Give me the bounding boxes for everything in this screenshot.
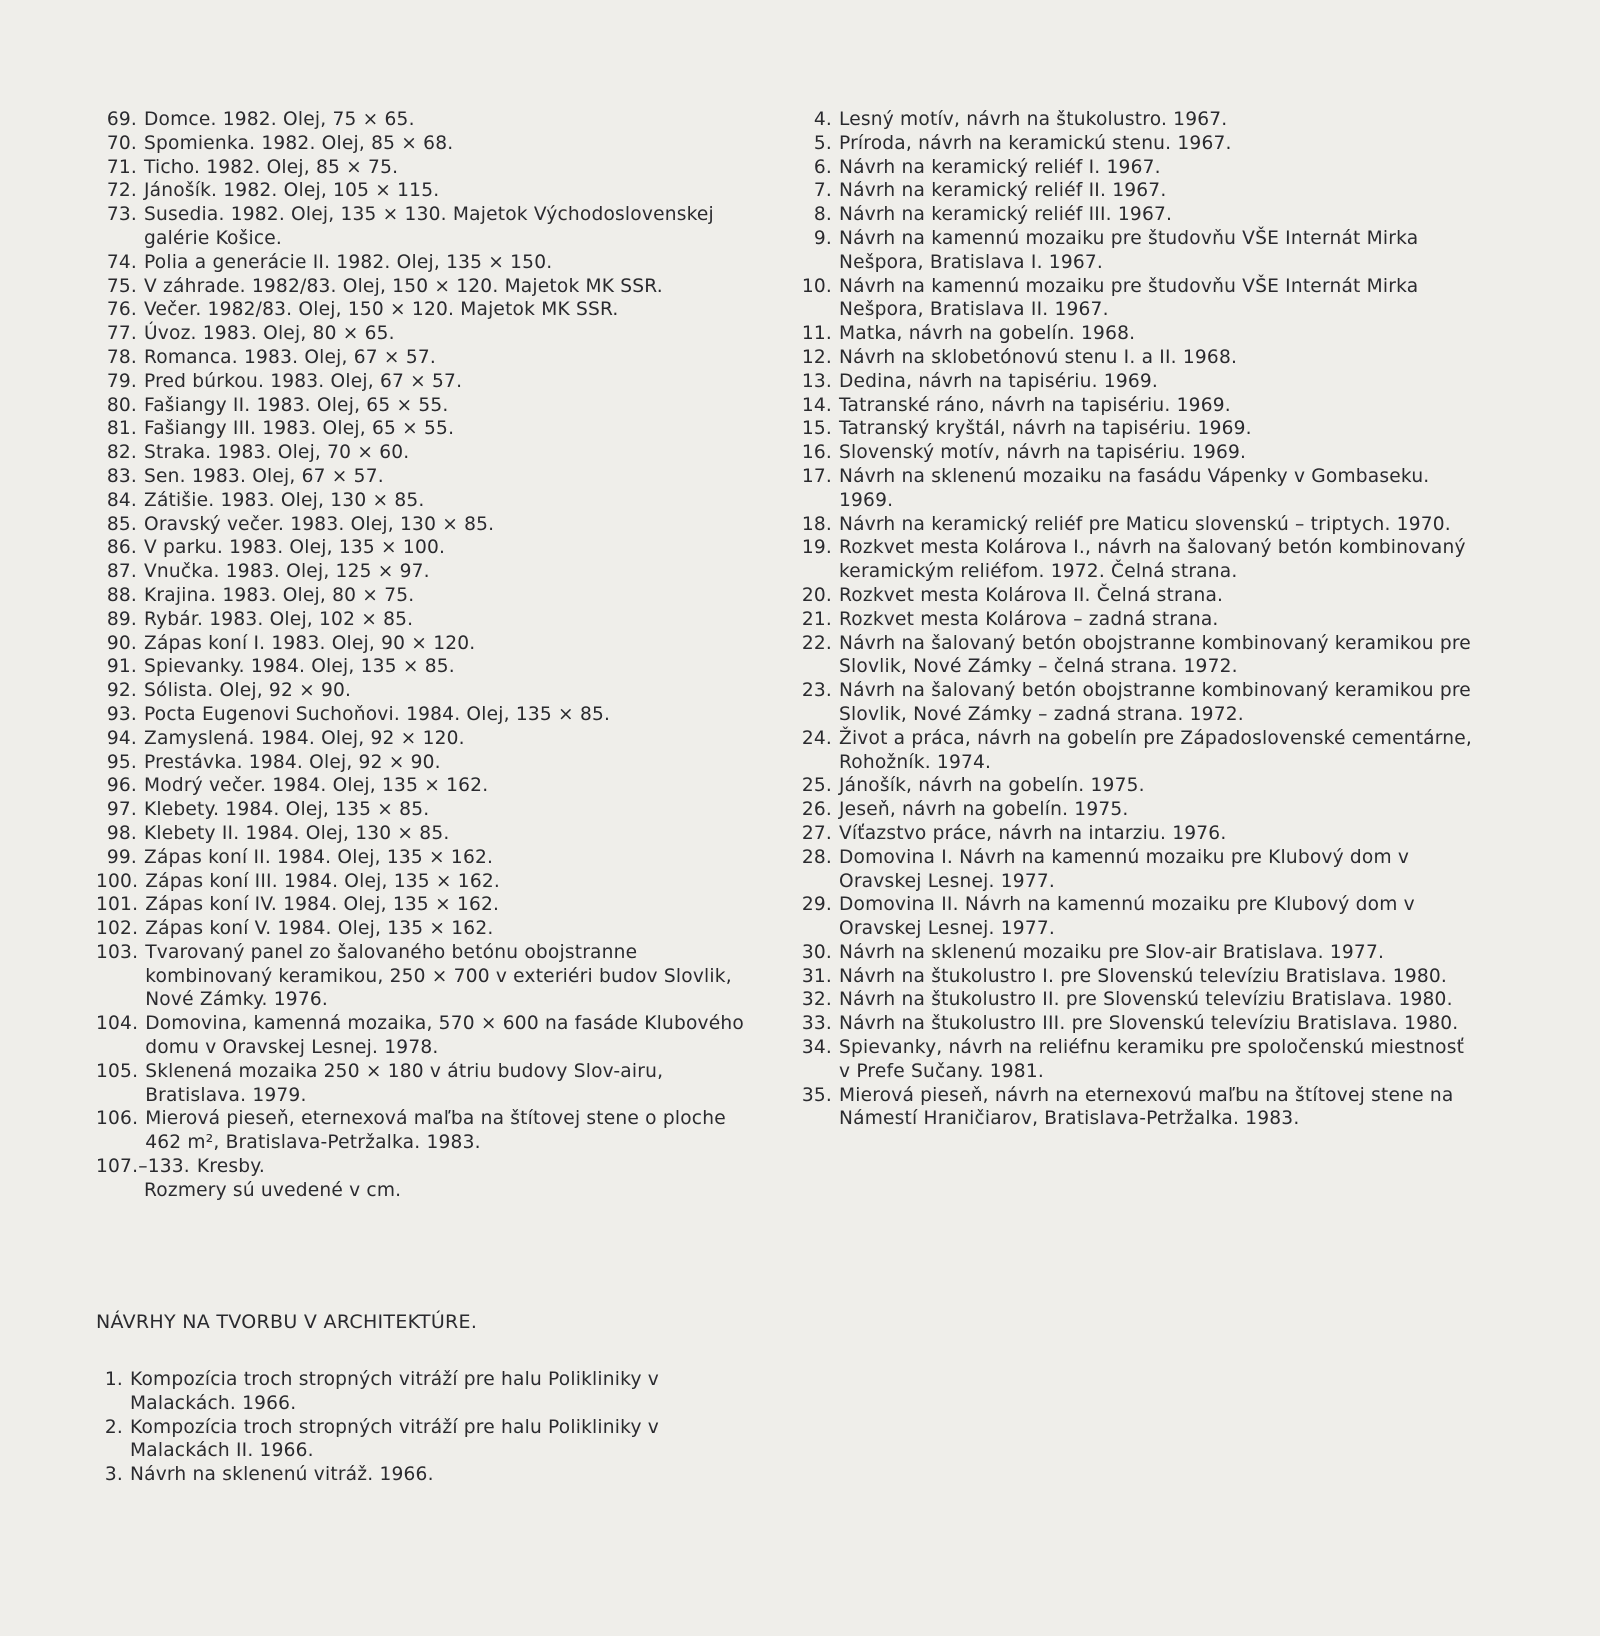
item-number: 1.	[104, 1369, 123, 1390]
list-item	[790, 1036, 1480, 1084]
item-text: Domce. 1982. Olej, 75 × 65.	[144, 109, 415, 130]
list-item	[96, 822, 766, 846]
item-text: Klebety. 1984. Olej, 135 × 85.	[144, 799, 430, 821]
list-item	[790, 893, 1480, 941]
item-number: 26.	[801, 799, 832, 821]
list-item	[790, 132, 1480, 156]
list-item	[790, 108, 1480, 132]
item-number: 32.	[801, 989, 832, 1011]
item-text: Susedia. 1982. Olej, 135 × 130. Majetok Východoslovenskej galérie Košice.	[144, 204, 714, 249]
list-item	[96, 846, 766, 870]
list-item	[790, 1084, 1480, 1132]
item-text: Lesný motív, návrh na štukolustro. 1967.	[839, 109, 1228, 130]
item-number: 73.	[106, 204, 137, 226]
item-number: 14.	[801, 394, 832, 416]
item-number: 84.	[106, 489, 137, 511]
item-text: Pred búrkou. 1983. Olej, 67 × 57.	[144, 370, 463, 392]
list-item	[96, 536, 766, 560]
item-text: Kresby.	[196, 1156, 265, 1178]
item-text: Tatranské ráno, návrh na tapisériu. 1969.	[839, 394, 1231, 416]
item-number: 16.	[801, 442, 832, 464]
list-item	[96, 251, 766, 275]
architecture-list-column	[96, 1368, 756, 1487]
item-text: Rybár. 1983. Olej, 102 × 85.	[144, 608, 414, 630]
works-list	[96, 108, 766, 1179]
item-text: Polia a generácie II. 1982. Olej, 135 × 150.	[144, 251, 553, 273]
list-item	[790, 774, 1480, 798]
item-text: Zápas koní II. 1984. Olej, 135 × 162.	[144, 846, 494, 868]
item-text: Zápas koní I. 1983. Olej, 90 × 120.	[144, 632, 476, 654]
list-item	[790, 156, 1480, 180]
item-text: Oravský večer. 1983. Olej, 130 × 85.	[144, 513, 495, 535]
list-item	[790, 679, 1480, 727]
item-number: 85.	[106, 513, 137, 535]
list-item	[96, 608, 766, 632]
item-number: 97.	[106, 799, 137, 821]
item-text: Návrh na keramický reliéf II. 1967.	[839, 180, 1167, 202]
item-text: Tatranský kryštál, návrh na tapisériu. 1969.	[839, 418, 1252, 440]
list-item	[96, 441, 766, 465]
list-item	[96, 1060, 766, 1108]
item-number: 104.	[96, 1013, 139, 1035]
item-text: Fašiangy II. 1983. Olej, 65 × 55.	[144, 394, 449, 416]
list-item	[96, 941, 766, 1012]
list-item	[790, 822, 1480, 846]
item-number: 99.	[106, 846, 137, 868]
item-text: Tvarovaný panel zo šalovaného betónu obojstranne kombinovaný keramikou, 250 × 700 v exteriéri budov Slovlik, Nové Zámky. 1976.	[145, 941, 732, 1011]
item-number: 86.	[106, 537, 137, 559]
item-number: 78.	[106, 346, 137, 368]
item-number: 27.	[801, 822, 832, 844]
item-number: 23.	[801, 680, 832, 702]
list-item	[96, 893, 766, 917]
item-number: 95.	[106, 751, 137, 773]
list-item	[96, 1155, 766, 1179]
list-item	[96, 417, 766, 441]
item-text: Spievanky, návrh na reliéfnu keramiku pre spoločenskú miestnosť v Prefe Sučany. 1981.	[839, 1037, 1465, 1082]
list-item	[790, 988, 1480, 1012]
item-text: Jeseň, návrh na gobelín. 1975.	[839, 799, 1129, 821]
item-number: 21.	[801, 608, 832, 630]
item-text: Domovina, kamenná mozaika, 570 × 600 na fasáde Klubového domu v Oravskej Lesnej. 1978.	[145, 1013, 744, 1059]
list-item	[790, 275, 1480, 323]
item-number: 6.	[813, 156, 832, 178]
list-item	[96, 1463, 756, 1487]
item-number: 8.	[813, 204, 832, 226]
item-number: 34.	[801, 1037, 832, 1059]
item-text: Mierová pieseň, eternexová maľba na štítovej stene o ploche 462 m², Bratislava-Petržalka. 1983.	[145, 1108, 726, 1154]
list-item	[790, 394, 1480, 418]
item-number: 12.	[801, 346, 832, 368]
section-title: NÁVRHY NA TVORBU V ARCHITEKTÚRE.	[96, 1311, 478, 1333]
right-column	[790, 108, 1480, 1131]
item-number: 2.	[104, 1416, 123, 1438]
item-text: Domovina I. Návrh na kamennú mozaiku pre Klubový dom v Oravskej Lesnej. 1977.	[839, 846, 1410, 892]
item-number: 102.	[96, 918, 139, 940]
item-number: 87.	[106, 561, 137, 583]
item-text: Kompozícia troch stropných vitráží pre halu Polikliniky v Malackách II. 1966.	[130, 1416, 659, 1462]
list-item	[96, 1107, 766, 1155]
item-number: 93.	[106, 703, 137, 725]
item-text: Klebety II. 1984. Olej, 130 × 85.	[144, 822, 450, 844]
item-number: 10.	[801, 275, 832, 297]
item-number: 69.	[106, 109, 137, 130]
item-text: Víťazstvo práce, návrh na intarziu. 1976.	[839, 822, 1227, 844]
list-item	[96, 275, 766, 299]
list-item	[96, 751, 766, 775]
list-item	[96, 156, 766, 180]
list-item	[790, 941, 1480, 965]
item-number: 71.	[106, 156, 137, 178]
item-text: Návrh na keramický reliéf I. 1967.	[839, 156, 1161, 178]
list-item	[96, 1012, 766, 1060]
item-number: 72.	[106, 180, 137, 202]
item-number: 17.	[801, 465, 832, 487]
item-text: Návrh na šalovaný betón obojstranne kombinovaný keramikou pre Slovlik, Nové Zámky – zadná strana. 1972.	[839, 680, 1471, 725]
list-item	[96, 346, 766, 370]
item-number: 80.	[106, 394, 137, 416]
item-text: Večer. 1982/83. Olej, 150 × 120. Majetok MK SSR.	[144, 299, 619, 321]
item-number: 92.	[106, 680, 137, 702]
item-text: Vnučka. 1983. Olej, 125 × 97.	[144, 561, 430, 583]
list-item	[96, 632, 766, 656]
item-number: 83.	[106, 465, 137, 487]
item-number: 33.	[801, 1013, 832, 1035]
item-text: Ticho. 1982. Olej, 85 × 75.	[144, 156, 399, 178]
item-text: Krajina. 1983. Olej, 80 × 75.	[144, 584, 415, 606]
item-number: 7.	[813, 180, 832, 202]
item-text: Návrh na kamennú mozaiku pre študovňu VŠE Internát Mirka Nešpora, Bratislava II. 1967.	[839, 275, 1419, 321]
item-text: Slovenský motív, návrh na tapisériu. 1969.	[839, 442, 1247, 464]
item-number: 75.	[106, 275, 137, 297]
list-item	[96, 584, 766, 608]
item-number: 77.	[106, 323, 137, 345]
item-text: Návrh na keramický reliéf III. 1967.	[839, 204, 1173, 226]
architecture-list	[96, 1368, 756, 1487]
item-text: Návrh na keramický reliéf pre Maticu slovenskú – triptych. 1970.	[839, 513, 1451, 535]
list-item	[96, 132, 766, 156]
list-item	[790, 798, 1480, 822]
item-text: Modrý večer. 1984. Olej, 135 × 162.	[144, 775, 489, 797]
item-text: Spievanky. 1984. Olej, 135 × 85.	[144, 656, 455, 678]
item-text: Návrh na sklenenú mozaiku pre Slov-air Bratislava. 1977.	[839, 941, 1385, 963]
item-text: Návrh na sklenenú mozaiku na fasádu Vápenky v Gombaseku. 1969.	[839, 465, 1430, 511]
item-number: 74.	[106, 251, 137, 273]
item-text: Návrh na štukolustro I. pre Slovenskú televíziu Bratislava. 1980.	[839, 965, 1448, 987]
item-text: Zápas koní IV. 1984. Olej, 135 × 162.	[145, 894, 500, 916]
item-number: 81.	[106, 418, 137, 440]
list-item	[790, 346, 1480, 370]
list-item	[790, 965, 1480, 989]
item-number: 96.	[106, 775, 137, 797]
list-item	[790, 370, 1480, 394]
item-text: Romanca. 1983. Olej, 67 × 57.	[144, 346, 436, 368]
list-item	[790, 584, 1480, 608]
list-item	[790, 441, 1480, 465]
item-number: 88.	[106, 584, 137, 606]
item-text: Pocta Eugenovi Suchoňovi. 1984. Olej, 135 × 85.	[144, 703, 611, 725]
item-text: Rozkvet mesta Kolárova II. Čelná strana.	[839, 584, 1224, 606]
item-number: 9.	[813, 227, 832, 249]
item-text: Fašiangy III. 1983. Olej, 65 × 55.	[144, 418, 455, 440]
item-text: Prestávka. 1984. Olej, 92 × 90.	[144, 751, 441, 773]
item-text: Dedina, návrh na tapisériu. 1969.	[839, 370, 1159, 392]
item-number: 31.	[801, 965, 832, 987]
item-text: Sen. 1983. Olej, 67 × 57.	[144, 465, 384, 487]
list-item	[96, 774, 766, 798]
dimensions-note: Rozmery sú uvedené v cm.	[144, 1179, 402, 1201]
list-item	[96, 179, 766, 203]
item-text: Návrh na šalovaný betón obojstranne kombinovaný keramikou pre Slovlik, Nové Zámky – čelná strana. 1972.	[839, 632, 1471, 678]
item-number: 24.	[801, 727, 832, 749]
item-number: 22.	[801, 632, 832, 654]
item-number: 103.	[96, 941, 139, 963]
item-number: 100.	[96, 870, 139, 892]
list-item	[96, 655, 766, 679]
item-number: 11.	[801, 323, 832, 345]
item-text: V parku. 1983. Olej, 135 × 100.	[144, 537, 446, 559]
list-item	[96, 1368, 756, 1416]
list-item	[96, 513, 766, 537]
item-text: V záhrade. 1982/83. Olej, 150 × 120. Majetok MK SSR.	[144, 275, 663, 297]
list-item	[96, 489, 766, 513]
item-number: 29.	[801, 894, 832, 916]
list-item	[96, 465, 766, 489]
item-number: 5.	[813, 132, 832, 154]
item-number: 94.	[106, 727, 137, 749]
list-item	[96, 108, 766, 132]
item-number: 25.	[801, 775, 832, 797]
item-text: Sólista. Olej, 92 × 90.	[144, 680, 352, 702]
item-number: 91.	[106, 656, 137, 678]
list-item	[790, 179, 1480, 203]
list-item	[790, 727, 1480, 775]
list-item	[96, 703, 766, 727]
item-text: Rozkvet mesta Kolárova I., návrh na šalovaný betón kombinovaný keramickým reliéfom. 1972. Čelná strana.	[839, 537, 1466, 583]
item-number: 76.	[106, 299, 137, 321]
architecture-list-continued	[790, 108, 1480, 1131]
item-number: 4.	[813, 109, 832, 130]
item-number: 90.	[106, 632, 137, 654]
item-text: Mierová pieseň, návrh na eternexovú maľbu na štítovej stene na Námestí Hraničiarov, Bratislava-Petržalka. 1983.	[839, 1084, 1454, 1130]
item-number: 70.	[106, 132, 137, 154]
item-text: Zamyslená. 1984. Olej, 92 × 120.	[144, 727, 465, 749]
item-text: Návrh na štukolustro III. pre Slovenskú televíziu Bratislava. 1980.	[839, 1013, 1459, 1035]
list-item	[790, 203, 1480, 227]
list-item	[96, 870, 766, 894]
item-text: Život a práca, návrh na gobelín pre Západoslovenské cementárne, Rohožník. 1974.	[839, 727, 1473, 773]
item-number: 13.	[801, 370, 832, 392]
item-text: Návrh na kamennú mozaiku pre študovňu VŠE Internát Mirka Nešpora, Bratislava I. 1967.	[839, 227, 1419, 273]
list-item	[790, 536, 1480, 584]
item-text: Návrh na sklenenú vitráž. 1966.	[130, 1464, 434, 1486]
item-number: 105.	[96, 1060, 139, 1082]
item-number: 89.	[106, 608, 137, 630]
item-number: 15.	[801, 418, 832, 440]
item-text: Domovina II. Návrh na kamennú mozaiku pre Klubový dom v Oravskej Lesnej. 1977.	[839, 894, 1415, 940]
item-number: 18.	[801, 513, 832, 535]
list-item	[96, 322, 766, 346]
list-item	[96, 917, 766, 941]
item-number: 106.	[96, 1108, 139, 1130]
item-text: Sklenená mozaika 250 × 180 v átriu budovy Slov-airu, Bratislava. 1979.	[145, 1060, 664, 1106]
item-number: 79.	[106, 370, 137, 392]
list-item	[790, 227, 1480, 275]
item-text: Príroda, návrh na keramickú stenu. 1967.	[839, 132, 1232, 154]
item-text: Zápas koní V. 1984. Olej, 135 × 162.	[145, 918, 494, 940]
list-item	[96, 727, 766, 751]
item-text: Jánošík, návrh na gobelín. 1975.	[839, 775, 1145, 797]
item-number: 28.	[801, 846, 832, 868]
item-text: Úvoz. 1983. Olej, 80 × 65.	[144, 323, 395, 345]
list-item	[790, 608, 1480, 632]
item-number: 19.	[801, 537, 832, 559]
item-text: Jánošík. 1982. Olej, 105 × 115.	[144, 180, 440, 202]
list-item	[96, 394, 766, 418]
list-item	[96, 1416, 756, 1464]
list-item	[96, 203, 766, 251]
item-number: 107.–133.	[96, 1156, 190, 1178]
item-text: Straka. 1983. Olej, 70 × 60.	[144, 442, 410, 464]
item-text: Matka, návrh na gobelín. 1968.	[839, 323, 1136, 345]
item-number: 98.	[106, 822, 137, 844]
item-number: 30.	[801, 941, 832, 963]
left-column	[96, 108, 766, 1203]
list-item	[790, 322, 1480, 346]
list-item	[96, 798, 766, 822]
item-text: Zápas koní III. 1984. Olej, 135 × 162.	[145, 870, 501, 892]
list-item	[96, 679, 766, 703]
item-number: 35.	[801, 1084, 832, 1106]
item-text: Návrh na sklobetónovú stenu I. a II. 1968.	[839, 346, 1238, 368]
list-item	[790, 632, 1480, 680]
list-item	[96, 298, 766, 322]
item-number: 3.	[104, 1464, 123, 1486]
item-text: Zátišie. 1983. Olej, 130 × 85.	[144, 489, 425, 511]
list-item	[96, 560, 766, 584]
item-number: 82.	[106, 442, 137, 464]
item-text: Kompozícia troch stropných vitráží pre halu Polikliniky v Malackách. 1966.	[130, 1369, 659, 1414]
item-number: 101.	[96, 894, 139, 916]
item-number: 20.	[801, 584, 832, 606]
item-text: Rozkvet mesta Kolárova – zadná strana.	[839, 608, 1219, 630]
list-item	[790, 846, 1480, 894]
list-item	[790, 417, 1480, 441]
item-text: Návrh na štukolustro II. pre Slovenskú televíziu Bratislava. 1980.	[839, 989, 1453, 1011]
list-item	[790, 513, 1480, 537]
list-item	[790, 1012, 1480, 1036]
item-text: Spomienka. 1982. Olej, 85 × 68.	[144, 132, 454, 154]
list-item	[790, 465, 1480, 513]
list-item	[96, 370, 766, 394]
